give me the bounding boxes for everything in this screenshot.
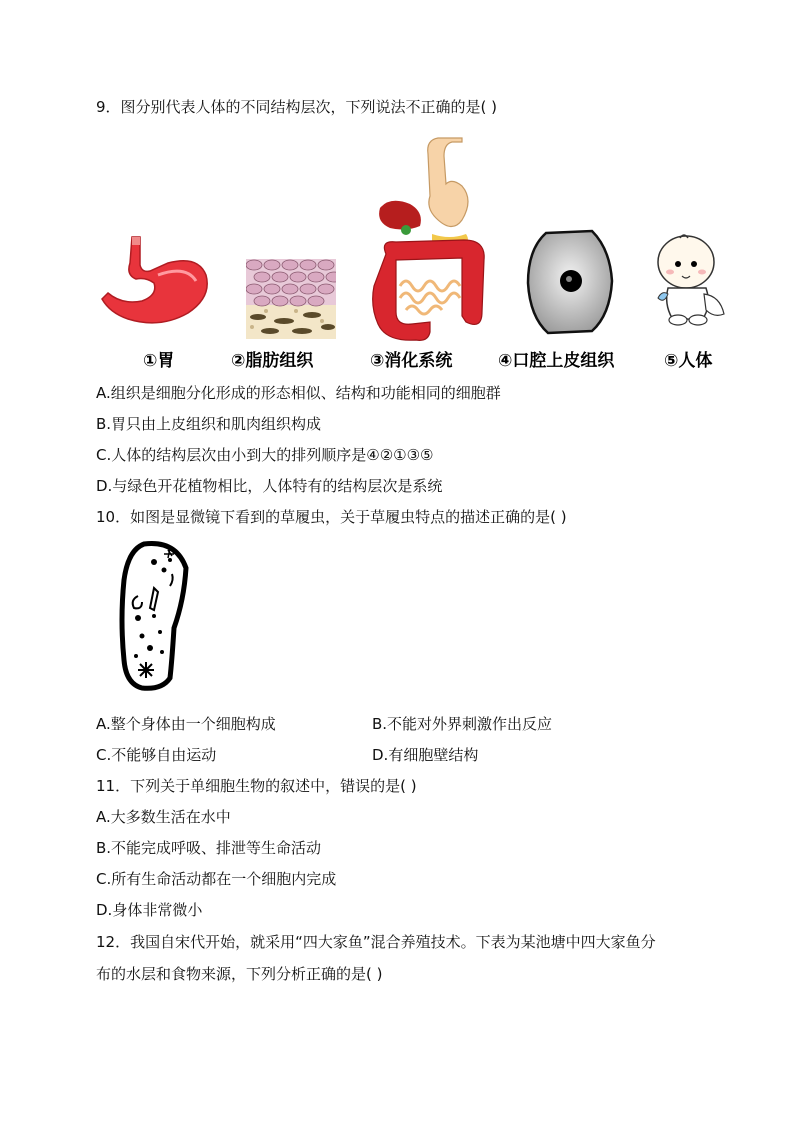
q9-stem: 9．图分别代表人体的不同结构层次，下列说法不正确的是( ): [96, 98, 498, 116]
caption-oral-epithelial-tissue: ④口腔上皮组织: [498, 351, 615, 371]
q10-option-c: C.不能够自由运动: [96, 746, 217, 764]
q11-option-c: C.所有生命活动都在一个细胞内完成: [96, 870, 337, 888]
q10-option-b: B.不能对外界刺激作出反应: [372, 715, 553, 733]
q10-option-d: D.有细胞壁结构: [372, 746, 479, 764]
caption-human-body: ⑤人体: [664, 351, 713, 371]
adipose-tissue-figure: [246, 259, 336, 339]
q10-stem: 10．如图是显微镜下看到的草履虫，关于草履虫特点的描述正确的是( ): [96, 508, 567, 526]
q9-option-b: B.胃只由上皮组织和肌肉组织构成: [96, 415, 322, 433]
caption-digestive-system: ③消化系统: [370, 351, 453, 371]
oral-epithelial-cell-figure: [526, 229, 614, 335]
human-baby-figure: [654, 234, 728, 326]
caption-adipose-tissue: ②脂肪组织: [231, 351, 314, 371]
q9-option-d: D.与绿色开花植物相比，人体特有的结构层次是系统: [96, 477, 443, 495]
q11-stem: 11．下列关于单细胞生物的叙述中，错误的是( ): [96, 777, 417, 795]
q12-stem-line2: 布的水层和食物来源，下列分析正确的是( ): [96, 965, 383, 983]
q11-option-d: D.身体非常微小: [96, 901, 203, 919]
q11-option-b: B.不能完成呼吸、排泄等生命活动: [96, 839, 322, 857]
q9-option-c: C.人体的结构层次由小到大的排列顺序是④②①③⑤: [96, 446, 434, 464]
q10-option-a: A.整个身体由一个细胞构成: [96, 715, 276, 733]
q12-stem-line1: 12．我国自宋代开始，就采用“四大家鱼”混合养殖技术。下表为某池塘中四大家鱼分: [96, 933, 656, 951]
digestive-system-figure: [366, 136, 492, 344]
q9-option-a: A.组织是细胞分化形成的形态相似、结构和功能相同的细胞群: [96, 384, 501, 402]
paramecium-figure: [114, 540, 194, 692]
stomach-figure: [98, 235, 216, 330]
q11-option-a: A.大多数生活在水中: [96, 808, 231, 826]
caption-stomach: ①胃: [143, 351, 175, 371]
